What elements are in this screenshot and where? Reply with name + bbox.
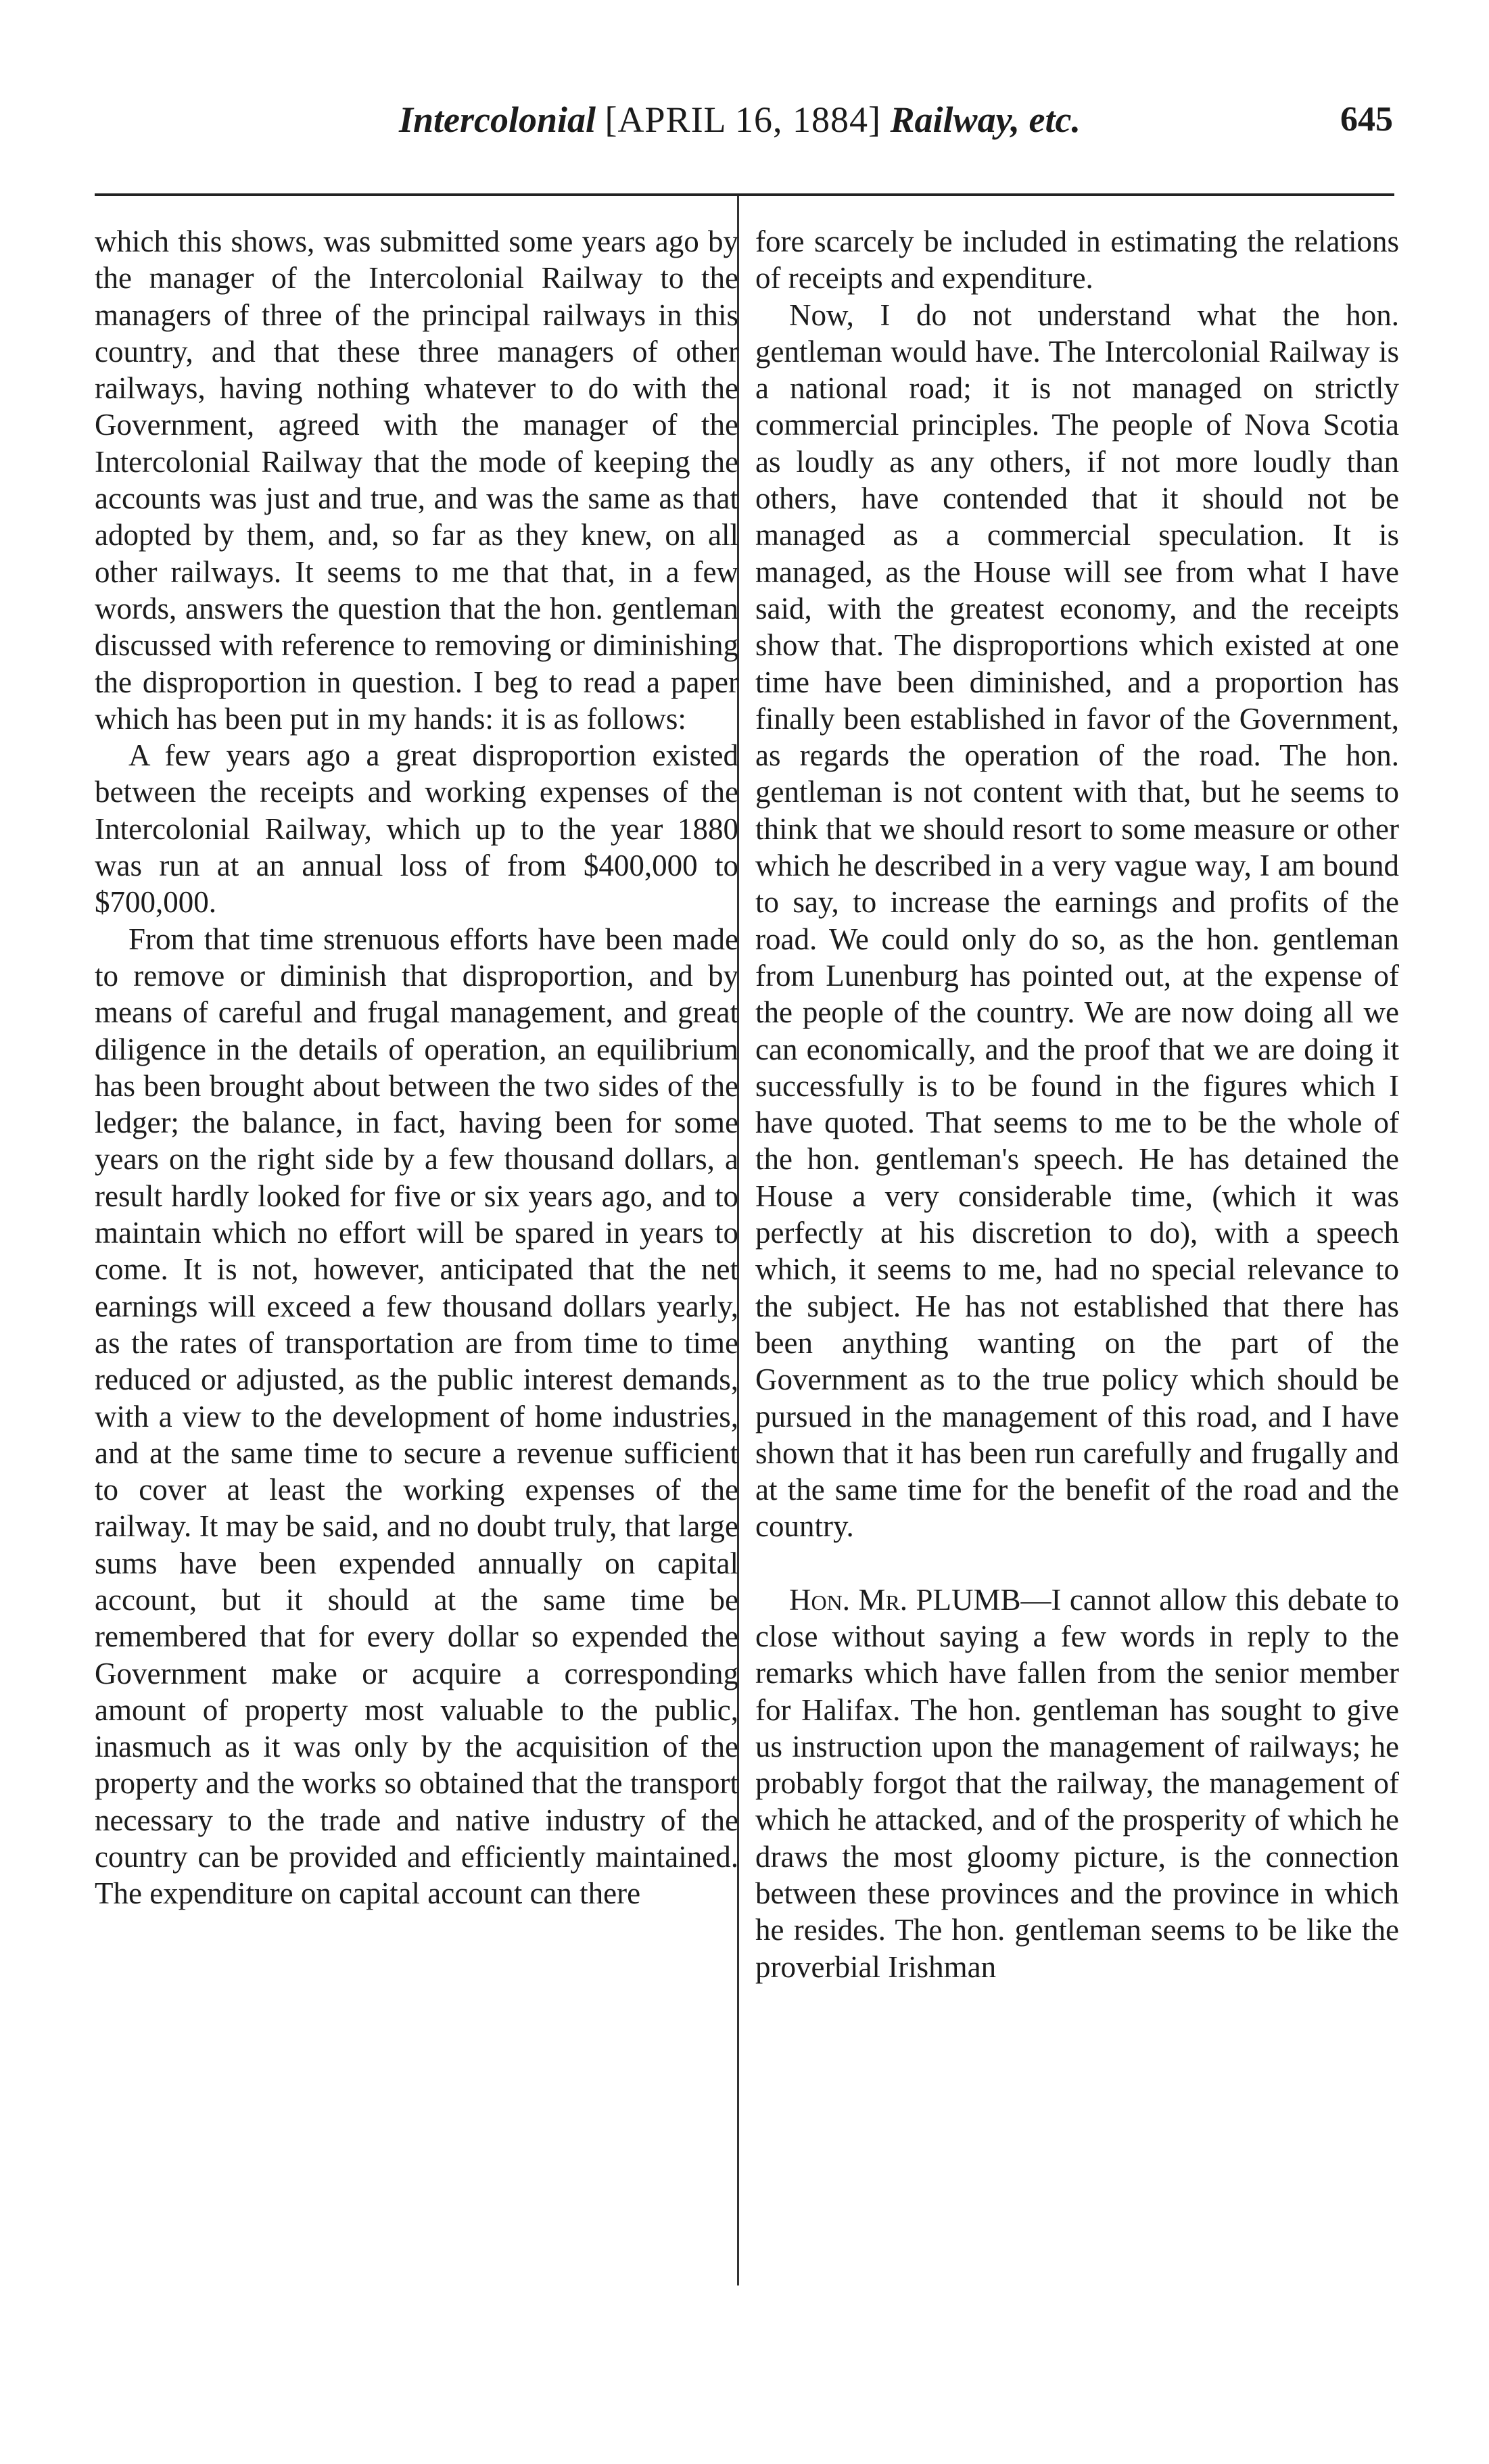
speaker-name: Hon. Mr. PLUMB (789, 1582, 1021, 1617)
right-column (755, 223, 1399, 1985)
quoted-paragraph-1: A few years ago a great disproportion existed between the receipts and working expenses of the Intercolonial Railway, which up to the year 1880 was run at an annual loss of from $400,000 to $700,000. (95, 738, 738, 920)
quoted-paragraph-2: From that time strenuous efforts have been made to remove or diminish that disproportion, and by means of careful and frugal management, and great diligence in the details of operation, an equilibrium has been brought about between the two sides of the ledger; the balance, in fact, having been for some years on the right side by a few thousand dollars, a result hardly looked for five or six years ago, and to maintain which no effort will be spared in years to come. It is not, however, anticipated that the net earnings will exceed a few thousand dollars yearly, as the rates of transportation are from time to time reduced or adjusted, as the public interest demands, with a view to the development of home industries, and at the same time to secure a revenue sufficient to cover at least the working expenses of the railway. It may be said, and no doubt truly, that large sums have been expended annually on capital account, but it should at the same time be remembered that for every dollar so expended the Government make or acquire a corresponding amount of property most valuable to the public, inasmuch as it was only by the acquisition of the property and the works so obtained that the transport necessary to the trade and native industry of the country can be provided and efficiently maintained. The expenditure on capital account can there (95, 922, 738, 1911)
page-number: 645 (1340, 100, 1393, 139)
left-column (95, 223, 738, 1912)
header-title (399, 89, 1081, 150)
right-paragraph-2: Now, I do not understand what the hon. gentleman would have. The Intercolonial Railway is a national road; it is not managed on strictly commercial principles. The people of Nova Scotia as loudly as any others, if not more loudly than others, have contended that it should not be managed as a commercial speculation. It is managed, as the House will see from what I have said, with the greatest economy, and the receipts show that. The disproportions which existed at one time have been diminished, and a proportion has finally been established in favor of the Government, as regards the operation of the road. The hon. gentleman is not content with that, but he seems to think that we should resort to some measure or other which he described in a very vague way, I am bound to say, to increase the earnings and profits of the road. We could only do so, as the hon. gentleman from Lunenburg has pointed out, at the expense of the people of the country. We are now doing all we can economically, and the proof that we are doing it successfully is to be found in the figures which I have quoted. That seems to me to be the whole of the hon. gentleman's speech. He has detained the House a very considerable time, (which it was perfectly at his discretion to do), with a speech which, it seems to me, had no special relevance to the subject. He has not established that there has been anything wanting on the part of the Government as to the true policy which should be pursued in the management of this road, and I have shown that it has been run carefully and frugally and at the same time for the benefit of the road and the country. (755, 298, 1399, 1544)
header-date: [APRIL 16, 1884] (605, 99, 882, 140)
right-paragraph-1: fore scarcely be included in estimating the relations of receipts and expenditure. (755, 224, 1399, 295)
speech-text: —I cannot allow this debate to close without saying a few words in reply to the remarks which have fallen from the senior member for Halifax. The hon. gentleman has sought to give us instruction upon the management of railways; he probably forgot that the railway, the management of which he attacked, and of the prosperity of which he draws the most gloomy picture, is the connection between these provinces and the province in which he resides. The hon. gentleman seems to be like the proverbial Irishman (755, 1582, 1399, 1984)
header-rule (95, 193, 1394, 196)
speech-paragraph (755, 1582, 1399, 1985)
header-right-title: Railway, etc. (890, 99, 1081, 140)
left-paragraph-1: which this shows, was submitted some years ago by the manager of the Intercolonial Railway to the managers of three of the principal railways in this country, and that these three managers of other railways, having nothing whatever to do with the Government, agreed with the manager of the Intercolonial Railway that the mode of keeping the accounts was just and true, and was the same as that adopted by them, and, so far as they knew, on all other railways. It seems to me that that, in a few words, answers the question that the hon. gentleman discussed with reference to removing or diminishing the disproportion in question. I beg to read a paper which has been put in my hands: it is as follows: (95, 224, 738, 736)
running-header (95, 89, 1393, 150)
header-left-title: Intercolonial (399, 99, 596, 140)
